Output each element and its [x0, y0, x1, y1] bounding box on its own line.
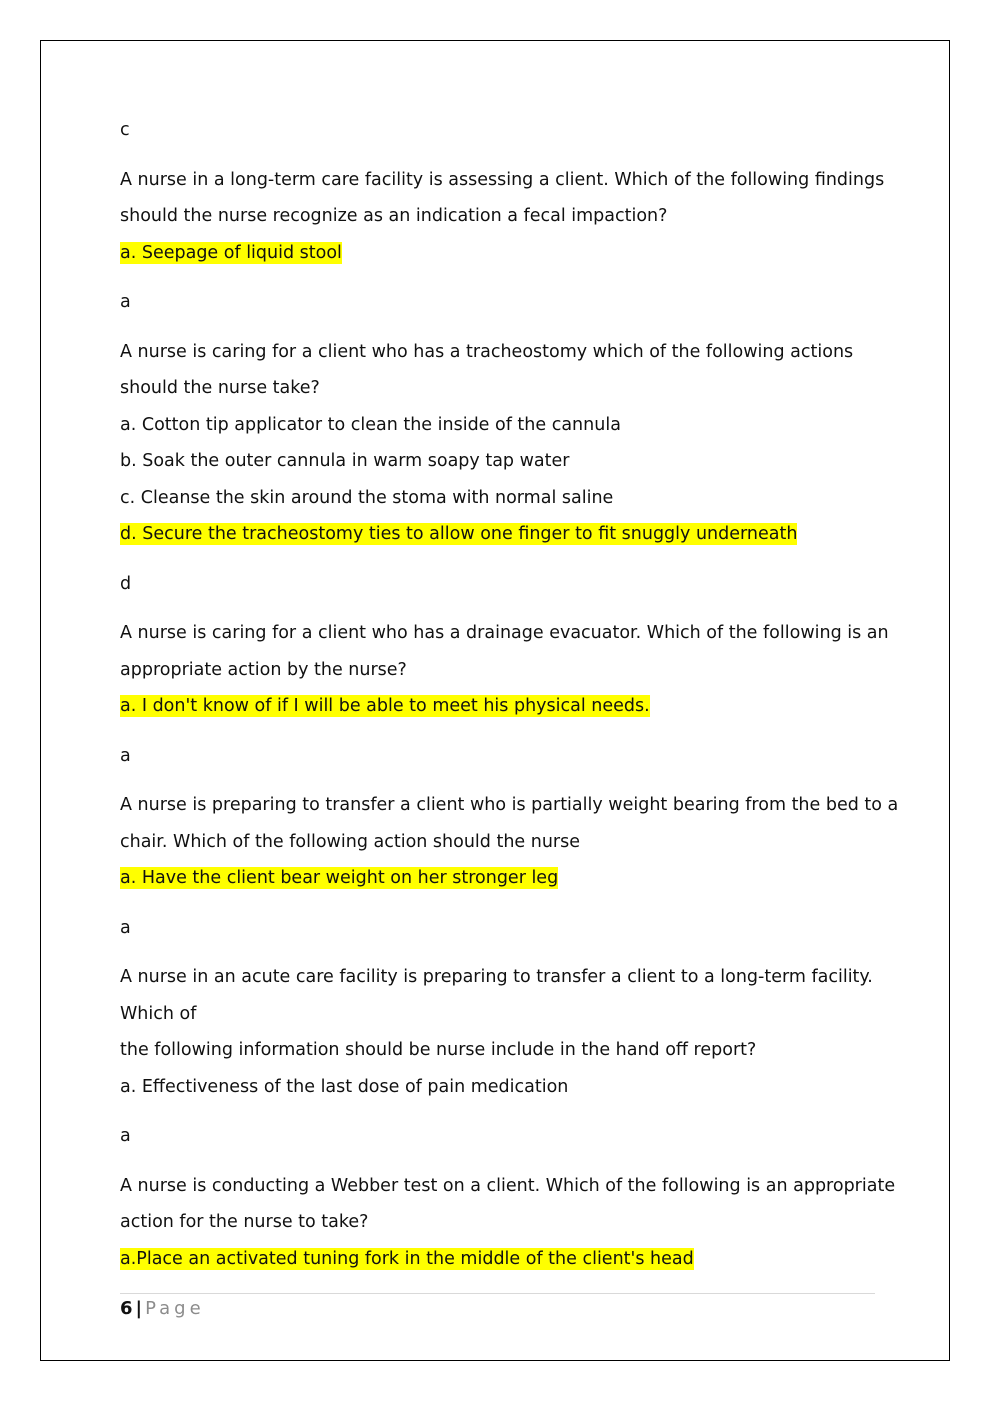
text-line — [120, 1204, 880, 1241]
text-line — [120, 1168, 896, 1205]
highlighted-answer-line — [120, 860, 880, 897]
text-line — [120, 996, 880, 1033]
line-text: a — [120, 745, 131, 766]
document-body — [120, 112, 899, 1277]
line-text: Which of — [120, 1003, 197, 1024]
text-line — [120, 824, 880, 861]
answer-highlight: a. Seepage of liquid stool — [120, 242, 342, 263]
text-line — [120, 407, 880, 444]
line-text: should the nurse take? — [120, 378, 320, 398]
line-text: a. Cotton tip applicator to clean the inside of the cannula — [120, 414, 621, 435]
text-line — [120, 443, 880, 480]
line-text: A nurse is caring for a client who has a drainage evacuator. Which of the following is an — [120, 623, 889, 643]
text-line — [120, 334, 880, 371]
line-text: a — [120, 917, 131, 938]
answer-highlight: d. Secure the tracheostomy ties to allow one finger to fit snuggly underneath — [120, 524, 798, 544]
line-text: c. Cleanse the skin around the stoma with normal saline — [120, 487, 614, 508]
line-text: chair. Which of the following action should the nurse — [120, 831, 581, 852]
answer-highlight: a. Have the client bear weight on her stronger leg — [120, 868, 559, 888]
line-text: action for the nurse to take? — [120, 1212, 369, 1232]
text-line — [120, 787, 899, 824]
text-line — [120, 1118, 880, 1155]
text-line — [120, 652, 880, 689]
highlighted-answer-line — [120, 235, 880, 272]
text-line — [120, 959, 880, 996]
text-line — [120, 1069, 880, 1106]
text-line — [120, 738, 880, 775]
page-number: 6 — [120, 1298, 133, 1319]
line-text: d — [120, 573, 132, 594]
line-text: A nurse in a long-term care facility is assessing a client. Which of the following findings — [120, 169, 885, 190]
text-line — [120, 162, 885, 199]
highlighted-answer-line — [120, 516, 880, 553]
line-text: appropriate action by the nurse? — [120, 659, 407, 680]
text-line — [120, 284, 880, 321]
highlighted-answer-line — [120, 688, 880, 725]
page-footer — [120, 1293, 875, 1321]
text-line — [120, 1032, 880, 1069]
line-text: a — [120, 1126, 131, 1146]
line-text: a. Effectiveness of the last dose of pain medication — [120, 1076, 569, 1097]
answer-highlight: a.Place an activated tuning fork in the middle of the client's head — [120, 1248, 694, 1269]
page-label: Page — [145, 1298, 205, 1319]
line-text: a — [120, 292, 131, 312]
page-separator: | — [135, 1298, 143, 1319]
highlighted-answer-line — [120, 1241, 880, 1278]
line-text: b. Soak the outer cannula in warm soapy tap water — [120, 451, 570, 471]
text-line — [120, 480, 880, 517]
line-text: A nurse is preparing to transfer a client who is partially weight bearing from the bed to a — [120, 795, 899, 815]
text-line — [120, 910, 880, 947]
text-line — [120, 615, 889, 652]
line-text: A nurse is conducting a Webber test on a client. Which of the following is an appropriate — [120, 1175, 896, 1196]
line-text: A nurse in an acute care facility is preparing to transfer a client to a long-term facility. — [120, 967, 873, 987]
text-line — [120, 370, 880, 407]
line-text: should the nurse recognize as an indication a fecal impaction? — [120, 206, 668, 226]
text-line — [120, 198, 880, 235]
line-text: c — [120, 120, 130, 140]
line-text: A nurse is caring for a client who has a tracheostomy which of the following actions — [120, 341, 854, 362]
text-line — [120, 566, 880, 603]
text-line — [120, 112, 880, 149]
answer-highlight: a. I don't know of if I will be able to meet his physical needs. — [120, 696, 650, 716]
line-text: the following information should be nurse include in the hand off report? — [120, 1040, 757, 1060]
